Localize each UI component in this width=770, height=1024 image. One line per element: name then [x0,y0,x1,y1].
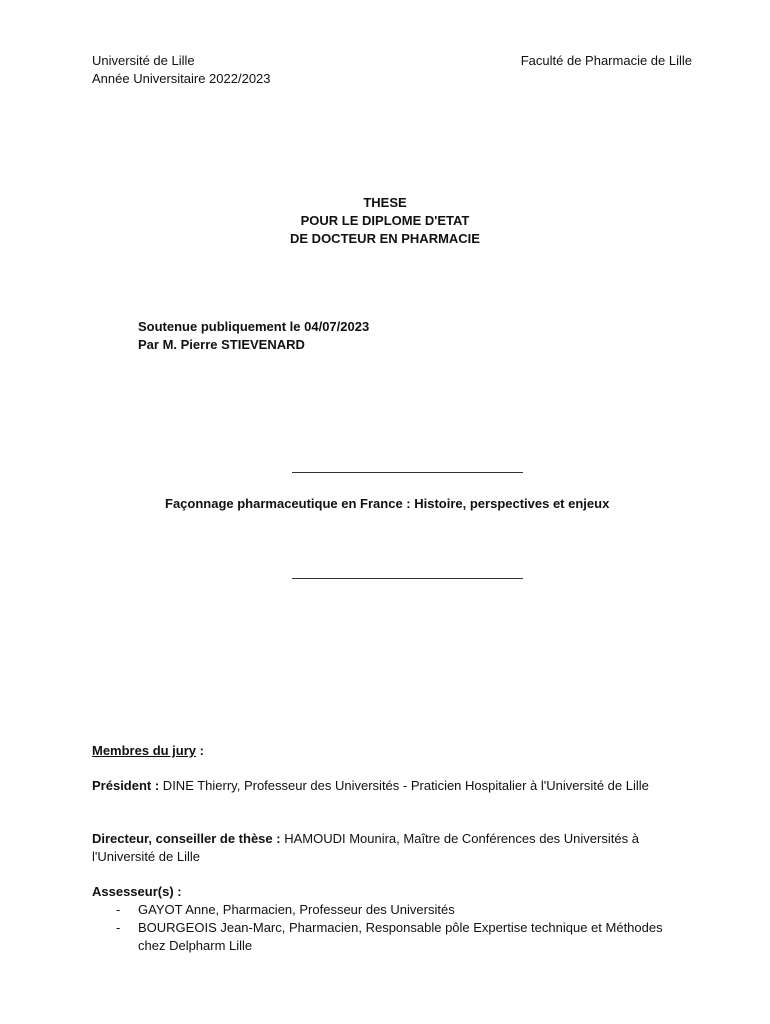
list-item [92,901,682,919]
title-rule-bottom [292,578,523,579]
director-text: HAMOUDI Mounira, Maître de Conférences des Universités à l'Université de Lille [92,831,639,864]
list-item [92,919,682,955]
assessors-label: Assesseur(s) : [92,884,182,899]
author-line: Par M. Pierre STIEVENARD [138,337,305,352]
defense-date: Soutenue publiquement le 04/07/2023 [138,319,370,334]
jury-heading [92,742,204,759]
assessor-text: BOURGEOIS Jean-Marc, Pharmacien, Responsable pôle Expertise technique et Méthodes chez Delpharm Lille [138,920,663,953]
thesis-title: Façonnage pharmaceutique en France : Histoire, perspectives et enjeux [165,496,610,511]
degree-line: DE DOCTEUR EN PHARMACIE [290,231,480,246]
academic-year: Année Universitaire 2022/2023 [92,71,271,86]
thesis-label: THESE [363,195,407,210]
jury-president [92,777,682,795]
jury-heading-colon: : [196,743,204,758]
assessors-list [92,901,682,955]
director-label: Directeur, conseiller de thèse : [92,831,281,846]
president-label: Président : [92,778,160,793]
diploma-line: POUR LE DIPLOME D'ETAT [300,213,470,228]
jury-director [92,830,682,866]
assessor-text: GAYOT Anne, Pharmacien, Professeur des Universités [138,902,455,917]
list-dash: - [116,920,121,935]
faculty-name: Faculté de Pharmacie de Lille [520,53,692,68]
title-rule-top [292,472,523,473]
jury-heading-label: Membres du jury [92,743,197,758]
university-name: Université de Lille [92,53,195,68]
list-dash: - [116,902,121,917]
president-text: DINE Thierry, Professeur des Universités - Praticien Hospitalier à l'Université de Lille [159,778,649,793]
